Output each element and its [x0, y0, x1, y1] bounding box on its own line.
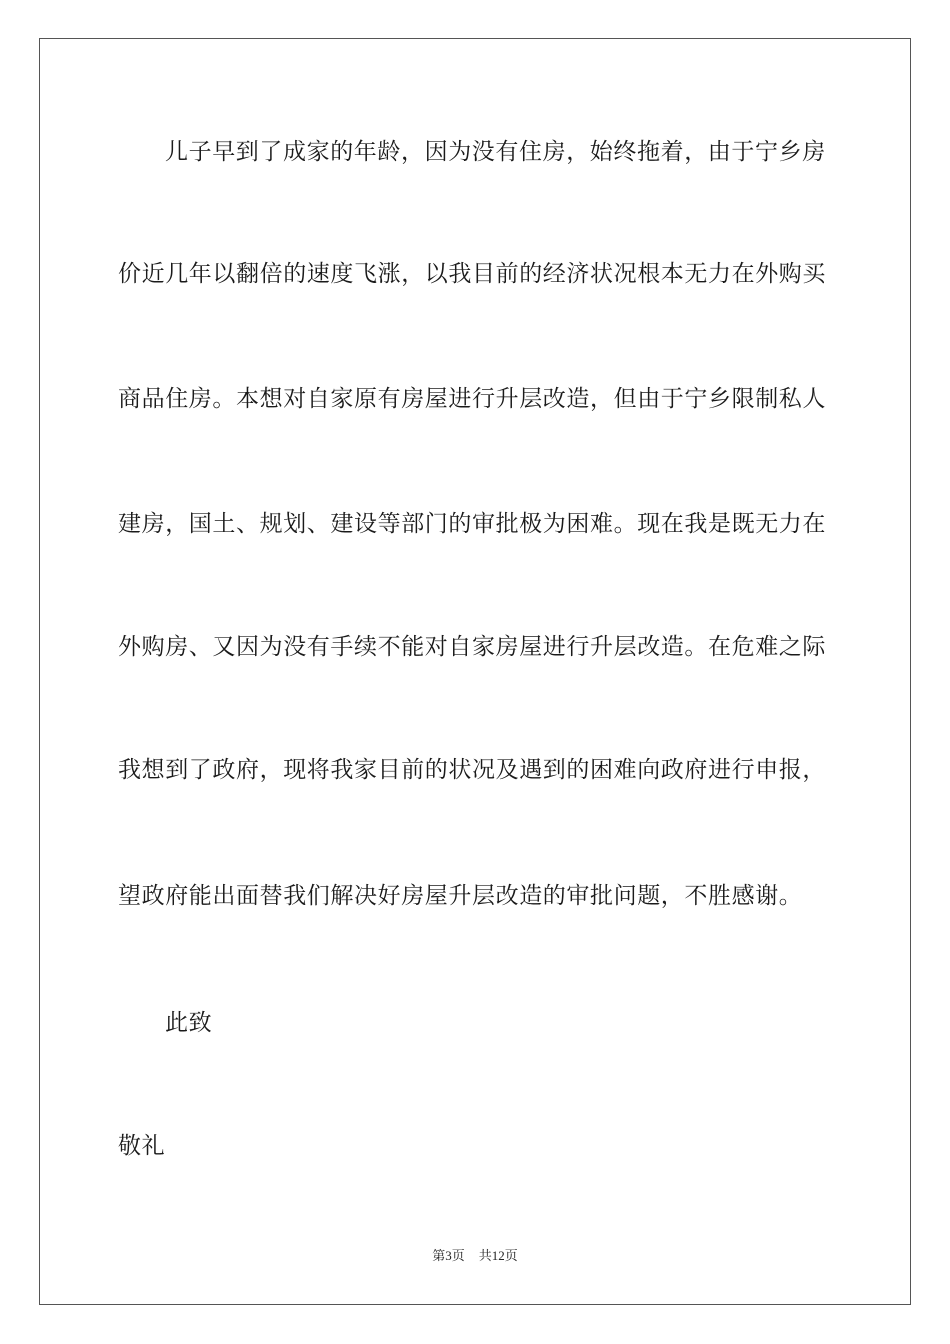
closing-text: 此致 — [165, 1010, 213, 1036]
page-number-current: 第3页 — [432, 1248, 465, 1263]
body-line-4: 建房，国土、规划、建设等部门的审批极为困难。现在我是既无力在 — [118, 511, 826, 537]
page-number-total: 共12页 — [478, 1248, 518, 1263]
body-line-2: 价近几年以翻倍的速度飞涨，以我目前的经济状况根本无力在外购买 — [118, 261, 826, 287]
body-line-5: 外购房、又因为没有手续不能对自家房屋进行升层改造。在危难之际 — [118, 634, 826, 660]
page-border — [39, 38, 911, 1305]
salutation-text: 敬礼 — [118, 1133, 166, 1159]
body-line-3: 商品住房。本想对自家原有房屋进行升层改造，但由于宁乡限制私人 — [118, 386, 826, 412]
body-line-7: 望政府能出面替我们解决好房屋升层改造的审批问题，不胜感谢。 — [118, 883, 803, 909]
body-line-1: 儿子早到了成家的年龄，因为没有住房，始终拖着，由于宁乡房 — [165, 139, 826, 165]
body-line-6: 我想到了政府，现将我家目前的状况及遇到的困难向政府进行申报， — [118, 757, 826, 783]
page-footer — [0, 1247, 950, 1265]
